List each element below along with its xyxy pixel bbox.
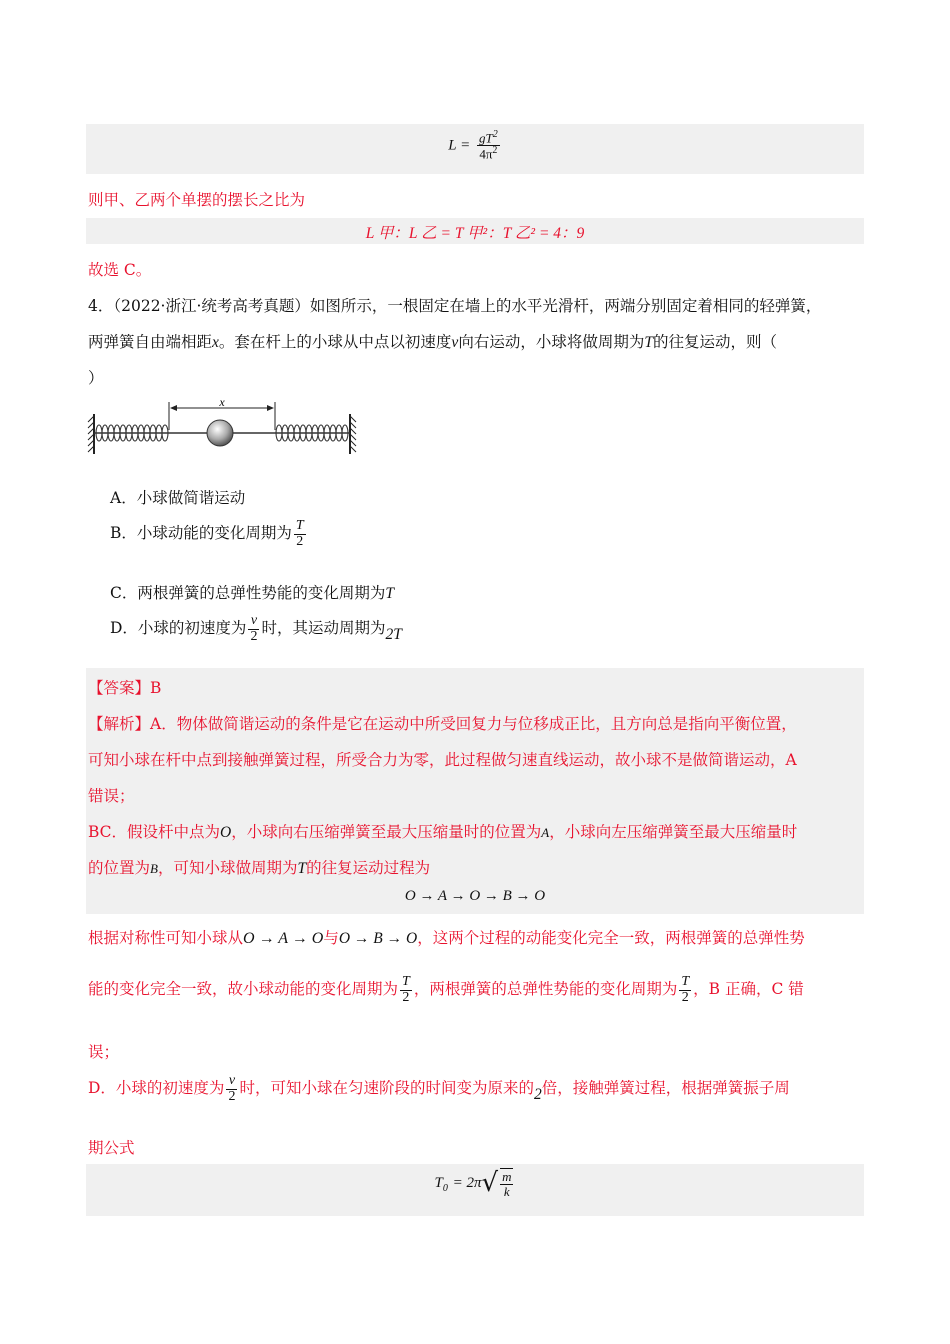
motion-path: O → A → O → B → O bbox=[404, 888, 546, 904]
option-c[interactable]: C．两根弹簧的总弹性势能的变化周期为T bbox=[110, 584, 394, 602]
analysis-line-2: 可知小球在杆中点到接触弹簧过程，所受合力为零，此过程做匀速直线运动，故小球不是做简谐运动，A bbox=[88, 751, 797, 769]
analysis-line-4: BC．假设杆中点为O，小球向右压缩弹簧至最大压缩量时的位置为A，小球向左压缩弹簧至最大压缩量时 bbox=[88, 823, 798, 841]
option-d[interactable]: D．小球的初速度为 $\frac{v}{2}$ 时，其运动周期为2T bbox=[110, 613, 402, 644]
analysis-line-10: 期公式 bbox=[88, 1139, 135, 1157]
pendulum-length-formula: L = $\frac{gT^2}{4\pi^2}$ bbox=[448, 129, 498, 162]
answer-label: 【答案】B bbox=[88, 679, 162, 697]
spring-period-formula: $T_0 = 2\pi√$ $\frac{m}{k}$ bbox=[434, 1168, 512, 1199]
question-line-1: 4．（2022·浙江·统考高考真题）如图所示，一根固定在墙上的水平光滑杆，两端分别固定着相同的轻弹簧， bbox=[88, 297, 822, 315]
analysis-line-6: 根据对称性可知小球从O → A → O与O → B → O，这两个过程的动能变化完全一致，两根弹簧的总弹性势 bbox=[88, 929, 805, 947]
option-a[interactable]: A．小球做简谐运动 bbox=[110, 489, 246, 507]
question-line-3: ） bbox=[88, 369, 104, 387]
ratio-intro: 则甲、乙两个单摆的摆长之比为 bbox=[88, 191, 306, 209]
question-line-2: 两弹簧自由端相距x。套在杆上的小球从中点以初速度v向右运动，小球将做周期为T的往复运动，则（ bbox=[88, 333, 777, 351]
ball bbox=[207, 420, 233, 446]
analysis-line-1: 【解析】A．物体做简谐运动的条件是它在运动中所受回复力与位移成正比，且方向总是指向平衡位置， bbox=[88, 715, 797, 733]
analysis-line-3: 错误； bbox=[88, 787, 135, 805]
analysis-line-5: 的位置为B，可知小球做周期为T的往复运动过程为 bbox=[88, 859, 431, 877]
analysis-line-7: 能的变化完全一致，故小球动能的变化周期为 $\frac{T}{2}$ ，两根弹簧的总弹性势能的变化周期为 $\frac{T}{2}$ ，B 正确，C 错 bbox=[88, 974, 804, 1005]
figure-label-x: x bbox=[219, 396, 225, 409]
option-b[interactable]: B．小球动能的变化周期为 $\frac{T}{2}$ bbox=[110, 518, 304, 549]
spring-ball-figure bbox=[86, 396, 358, 462]
ratio-formula: L 甲：L 乙 = T 甲²：T 乙² = 4：9 bbox=[365, 225, 585, 242]
choose-c: 故选 C。 bbox=[88, 261, 152, 279]
analysis-line-8: 误； bbox=[88, 1043, 120, 1061]
analysis-line-9: D．小球的初速度为 $\frac{v}{2}$ 时，可知小球在匀速阶段的时间变为原来的2倍，接触弹簧过程，根据弹簧振子周 bbox=[88, 1073, 790, 1104]
